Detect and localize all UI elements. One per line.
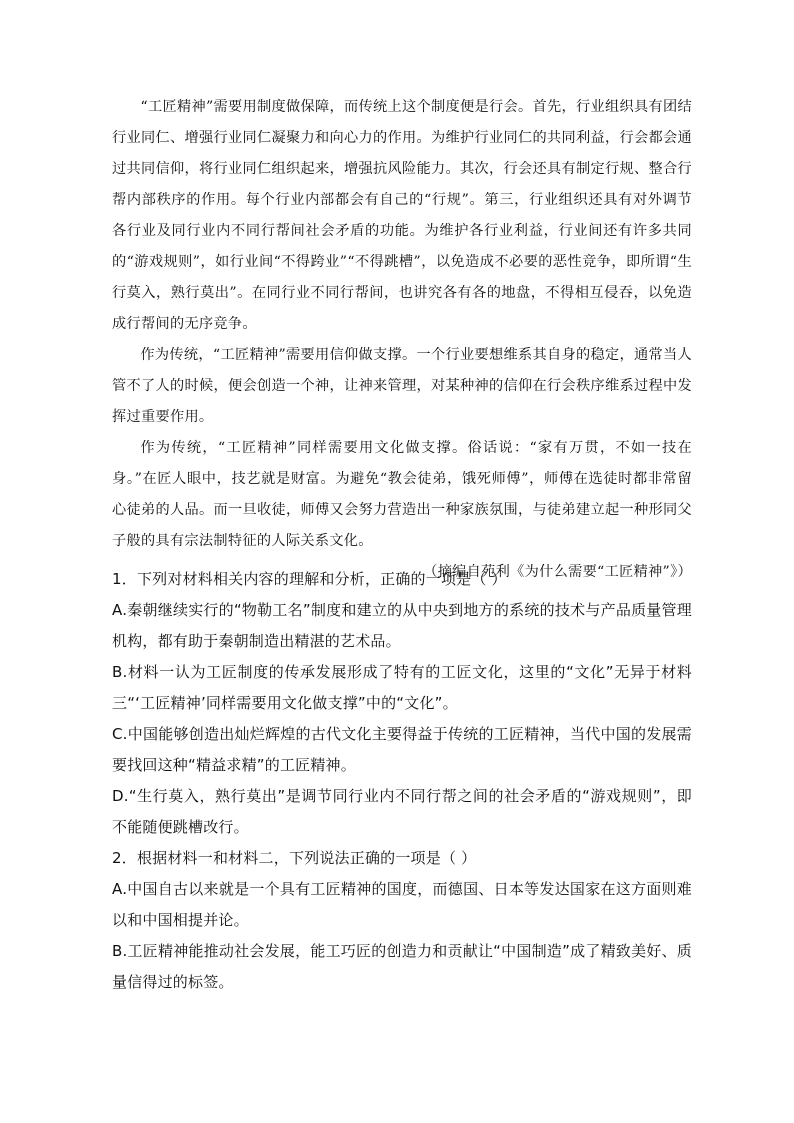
question-1-option-c: C.中国能够创造出灿烂辉煌的古代文化主要得益于传统的工匠精神，当代中国的发展需要找回这种“精益求精”的工匠精神。 [112, 725, 692, 774]
passage-paragraph-2: 作为传统，“工匠精神”需要用信仰做支撑。一个行业要想维系其自身的稳定，通常当人管不了人的时候，便会创造一个神，让神来管理，对某种神的信仰在行会秩序维系过程中发挥过重要作用。 [112, 347, 692, 425]
question-2-option-b: B.工匠精神能推动社会发展，能工巧匠的创造力和贡献让“中国制造”成了精致美好、质量信得过的标签。 [112, 942, 692, 991]
question-1-option-d: D.“生行莫入，熟行莫出”是调节同行业内不同行帮之间的社会矛盾的“游戏规则”，即不能随便跳槽改行。 [112, 787, 692, 836]
question-section [112, 564, 692, 998]
passage-paragraph-1: “工匠精神”需要用制度做保障，而传统上这个制度便是行会。首先，行业组织具有团结行业同仁、增强行业同仁凝聚力和向心力的作用。为维护行业同仁的共同利益，行会都会通过共同信仰，将行业同仁组织起来，增强抗风险能力。其次，行会还具有制定行规、整合行帮内部秩序的作用。每个行业内部都会有自己的“行规”。第三，行业组织还具有对外调节各行业及同行业内不同行帮间社会矛盾的功能。为维护各行业利益，行业间还有许多共同的“游戏规则”，如行业间“不得跨业”“不得跳槽”，以免造成不必要的恶性竞争，即所谓“生行莫入，熟行莫出”。在同行业不同行帮间，也讲究各有各的地盘，不得相互侵吞，以免造成行帮间的无序竞争。 [112, 99, 692, 332]
question-2-option-a: A.中国自古以来就是一个具有工匠精神的国度，而德国、日本等发达国家在这方面则难以和中国相提并论。 [112, 880, 692, 929]
passage-source: （摘编自苑利《为什么需要“工匠精神”》） [423, 564, 692, 580]
passage-paragraph-3: 作为传统，“工匠精神”同样需要用文化做支撑。俗话说：“家有万贯，不如一技在身。”在匠人眼中，技艺就是财富。为避免“教会徒弟，饿死师傅”，师傅在选徒时都非常留心徒弟的人品。而一旦收徒，师傅又会努力营造出一种家族氛围，与徒弟建立起一种形同父子般的具有宗法制特征的人际关系文化。 [112, 440, 692, 549]
reading-passage [112, 92, 692, 588]
question-1-option-a: A.秦朝继续实行的“物勒工名”制度和建立的从中央到地方的系统的技术与产品质量管理机构，都有助于秦朝制造出精湛的艺术品。 [112, 601, 692, 650]
question-1-stem: 1．下列对材料相关内容的理解和分析，正确的一项是（ ） [112, 570, 507, 588]
question-2-stem: 2．根据材料一和材料二，下列说法正确的一项是（ ） [112, 849, 477, 867]
question-1-option-b: B.材料一认为工匠制度的传承发展形成了特有的工匠文化，这里的“文化”无异于材料三“‘工匠精神’同样需要用文化做支撑”中的“文化”。 [112, 663, 692, 712]
